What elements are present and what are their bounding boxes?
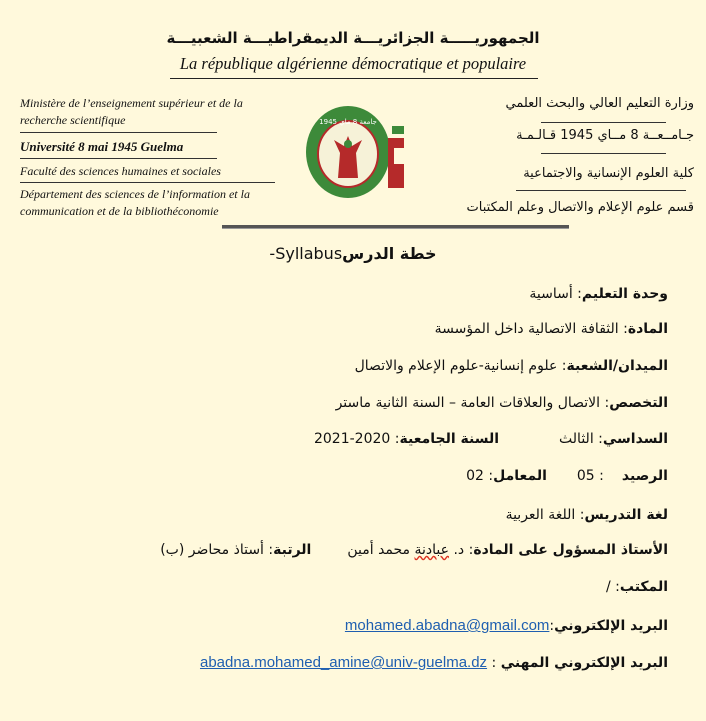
row-semester [314, 431, 668, 447]
divider [20, 182, 275, 183]
logo-text-top: جامعة 8 ماي 1945 [319, 118, 377, 126]
lang-label: لغة التدريس [584, 507, 668, 523]
prof-value-post: محمد أمين [347, 542, 415, 558]
header-underline [170, 78, 538, 79]
field-label: الميدان/الشعبة [566, 358, 668, 374]
unit-value: : أساسية [529, 286, 582, 302]
row-credit [466, 468, 668, 484]
faculty-fr: Faculté des sciences humaines et sociales [20, 164, 221, 178]
header-separator [222, 225, 569, 228]
unit-label: وحدة التعليم [581, 286, 668, 302]
office-value: : / [605, 579, 620, 595]
semester-label: السداسي [602, 431, 668, 447]
ministry-fr: Ministère de l’enseignement supérieur et de la recherche scientifique [20, 96, 243, 127]
university-fr: Université 8 mai 1945 Guelma [20, 139, 184, 154]
spec-value: : الاتصال والعلاقات العامة – السنة الثانية ماستر [335, 395, 610, 411]
university-logo [304, 98, 408, 202]
year-value: : 2020-2021 [313, 431, 400, 447]
row-pro-email [200, 654, 668, 671]
row-professor [160, 542, 668, 558]
title-latin: -Syllabus [269, 244, 343, 263]
republic-title-ar: الجمهوريـــــة الجزائريـــة الديمقراطيـــة الشعبيـــة [166, 29, 540, 47]
title-ar: خطة الدرس [342, 244, 437, 263]
subject-label: المادة [627, 321, 668, 337]
divider [20, 158, 217, 159]
email-label: البريد الإلكتروني [554, 618, 668, 634]
republic-title-fr: La république algérienne démocratique et populaire [179, 54, 527, 73]
year-label: السنة الجامعية [399, 431, 500, 447]
row-language [506, 507, 668, 523]
department-fr: Département des sciences de l’information et la communication et de la bibliothéconomie [20, 187, 250, 218]
divider [516, 190, 686, 191]
row-email [345, 617, 668, 634]
coef-value: : 02 [466, 468, 494, 484]
ministry-ar: وزارة التعليم العالي والبحث العلمي [505, 96, 694, 111]
page-title [0, 244, 706, 263]
row-field [355, 358, 668, 374]
row-unit [529, 286, 668, 302]
pro-email-link[interactable]: abadna.mohamed_amine@univ-guelma.dz [199, 654, 488, 671]
rank-label: الرتبة [273, 542, 312, 558]
subject-value: : الثقافة الاتصالية داخل المؤسسة [434, 321, 628, 337]
office-label: المكتب [619, 579, 668, 595]
credit-value: : 05 [576, 468, 604, 484]
pro-email-sep: : [487, 655, 501, 671]
semester-value: : الثالث [559, 431, 603, 447]
row-office [606, 579, 668, 595]
prof-label: الأستاذ المسؤول على المادة [473, 542, 668, 558]
credit-label: الرصيد [621, 468, 668, 484]
coef-label: المعامل [493, 468, 547, 484]
email-sep: : [549, 618, 555, 634]
faculty-ar: كلية العلوم الإنسانية والاجتماعية [523, 166, 694, 181]
divider [541, 122, 666, 123]
pro-email-label: البريد الإلكتروني المهني [500, 655, 668, 671]
spec-label: التخصص [609, 395, 668, 411]
email-link[interactable]: mohamed.abadna@gmail.com [344, 617, 550, 634]
divider [541, 153, 666, 154]
field-value: : علوم إنسانية-علوم الإعلام والاتصال [354, 358, 567, 374]
prof-value-pre: : د. [449, 542, 474, 558]
row-specialty [336, 395, 668, 411]
lang-value: : اللغة العربية [505, 507, 585, 523]
row-subject [435, 321, 668, 337]
divider [20, 132, 217, 133]
prof-value-name: عبادنة [414, 542, 449, 558]
rank-value: : أستاذ محاضر (ب) [160, 542, 274, 558]
department-ar: قسم علوم الإعلام والاتصال وعلم المكتبات [466, 200, 694, 215]
university-ar: جـامــعــة 8 مــاي 1945 قـالـمـة [516, 128, 694, 143]
